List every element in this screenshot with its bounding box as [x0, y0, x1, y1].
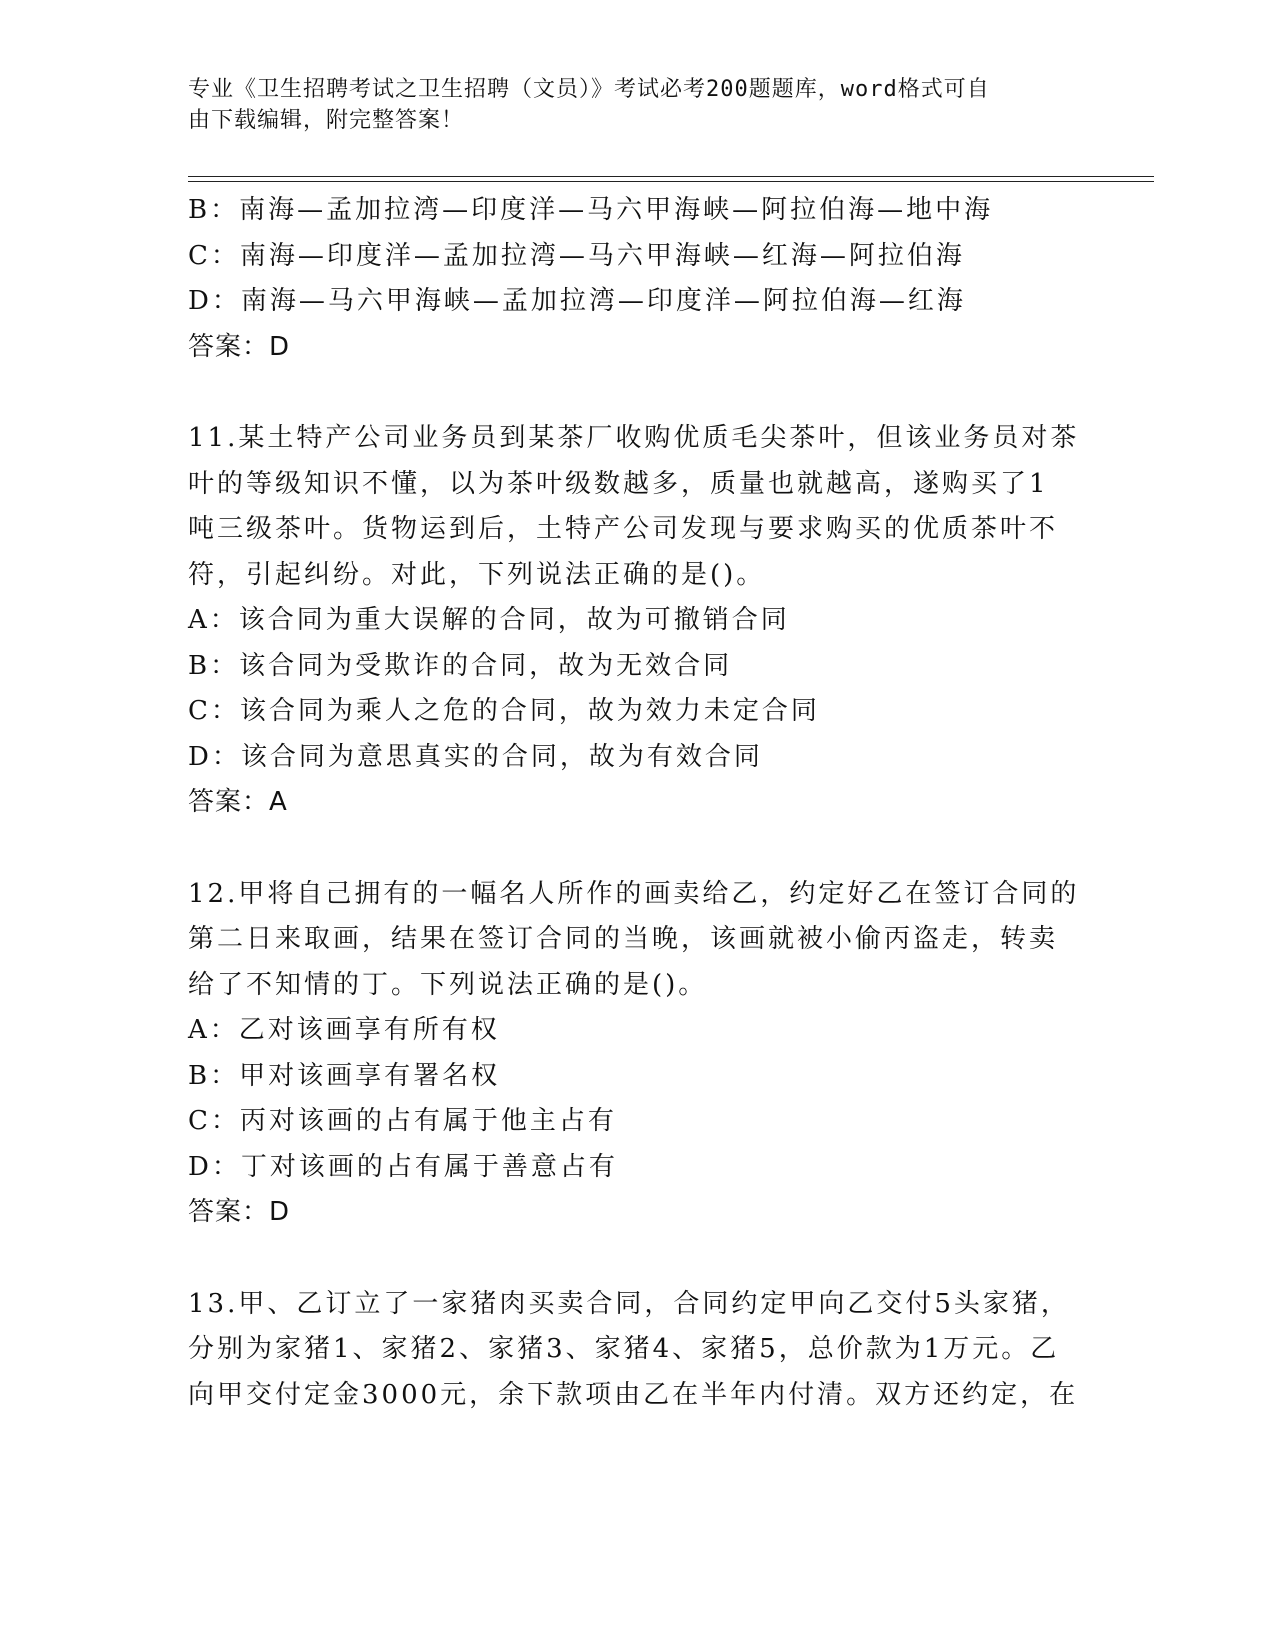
header-line-1: 专业《卫生招聘考试之卫生招聘（文员）》考试必考200题题库，word格式可自	[188, 77, 990, 102]
question-11-option-c: C：该合同为乘人之危的合同，故为效力未定合同	[188, 696, 820, 726]
question-10-option-c: C：南海—印度洋—孟加拉湾—马六甲海峡—红海—阿拉伯海	[188, 240, 965, 271]
question-10-option-d: D：南海—马六甲海峡—孟加拉湾—印度洋—阿拉伯海—红海	[188, 286, 966, 316]
question-11-stem-line: 符，引起纠纷。对此，下列说法正确的是()。	[188, 559, 766, 590]
header-line-2: 由下载编辑，附完整答案！	[188, 108, 465, 133]
question-12-option-b: B：甲对该画享有署名权	[188, 1060, 501, 1091]
question-13-stem-line: 向甲交付定金3000元，余下款项由乙在半年内付清。双方还约定，在	[188, 1379, 1079, 1410]
question-12-option-a: A：乙对该画享有所有权	[188, 1015, 500, 1045]
question-10-answer: 答案：D	[188, 331, 291, 362]
header-divider-top	[188, 176, 1154, 177]
question-10	[188, 188, 1088, 370]
question-11-stem-line: 11.某土特产公司业务员到某茶厂收购优质毛尖茶叶，但该业务员对茶	[188, 423, 1080, 453]
question-12-option-c: C：丙对该画的占有属于他主占有	[188, 1106, 617, 1136]
question-13	[188, 1282, 1088, 1419]
question-11-option-b: B：该合同为受欺诈的合同，故为无效合同	[188, 650, 733, 681]
question-content	[188, 188, 1088, 1418]
question-12-stem-line: 给了不知情的丁。下列说法正确的是()。	[188, 969, 708, 1000]
question-10-option-b: B：南海—孟加拉湾—印度洋—马六甲海峡—阿拉伯海—地中海	[188, 195, 994, 225]
question-13-stem-line: 分别为家猪1、家猪2、家猪3、家猪4、家猪5，总价款为1万元。乙	[188, 1334, 1060, 1364]
spacer	[188, 1236, 1088, 1282]
question-11-option-a: A：该合同为重大误解的合同，故为可撤销合同	[188, 605, 790, 635]
question-11	[188, 416, 1088, 826]
spacer	[188, 370, 1088, 416]
question-11-stem-line: 叶的等级知识不懂，以为茶叶级数越多，质量也就越高，遂购买了1	[188, 468, 1049, 499]
question-11-option-d: D：该合同为意思真实的合同，故为有效合同	[188, 741, 763, 772]
question-12-answer: 答案：D	[188, 1197, 291, 1227]
spacer	[188, 826, 1088, 872]
document-header	[188, 74, 1068, 136]
question-12-stem-line: 12.甲将自己拥有的一幅名人所作的画卖给乙，约定好乙在签订合同的	[188, 878, 1080, 909]
question-12-stem-line: 第二日来取画，结果在签订合同的当晚，该画就被小偷丙盗走，转卖	[188, 924, 1059, 954]
header-divider-bottom	[188, 181, 1154, 182]
question-12-option-d: D：丁对该画的占有属于善意占有	[188, 1151, 618, 1182]
question-11-stem-line: 吨三级茶叶。货物运到后，土特产公司发现与要求购买的优质茶叶不	[188, 514, 1059, 544]
question-13-stem-line: 13.甲、乙订立了一家猪肉买卖合同，合同约定甲向乙交付5头家猪，	[188, 1288, 1070, 1319]
question-11-answer: 答案：A	[188, 787, 288, 817]
question-12	[188, 872, 1088, 1236]
